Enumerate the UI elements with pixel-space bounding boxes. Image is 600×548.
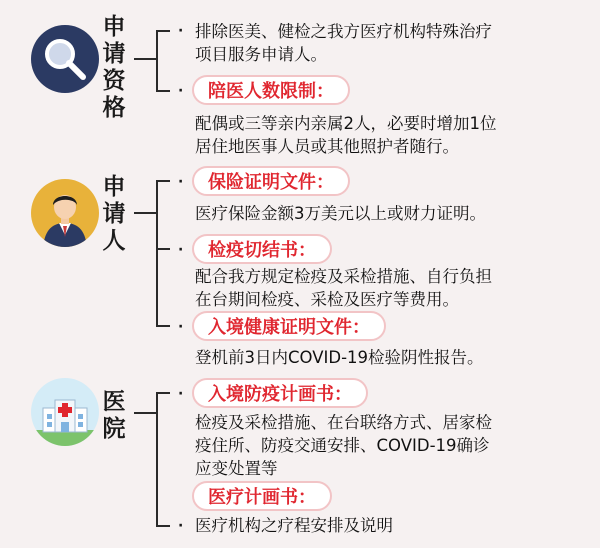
bracket-line	[156, 392, 170, 394]
bullet-dot: ·	[178, 83, 184, 99]
bracket-line	[134, 58, 156, 60]
label-entry-health-proof: 入境健康证明文件：	[192, 311, 386, 341]
bullet-dot: ·	[178, 242, 184, 258]
bullet-dot: ·	[178, 23, 184, 39]
bracket-line	[156, 525, 170, 527]
bracket-line	[156, 180, 170, 182]
bracket-line	[156, 30, 170, 32]
bracket-line	[134, 412, 156, 414]
quarantine-affidavit-text-line: 在台期间检疫、采检及医疗等费用。	[195, 290, 459, 309]
bracket-line	[156, 30, 158, 91]
search-icon	[31, 25, 99, 93]
eligibility-text-line: 项目服务申请人。	[195, 45, 327, 64]
label-companion-limit: 陪医人数限制：	[192, 75, 350, 105]
insurance-text-line: 医疗保险金额3万美元以上或财力证明。	[195, 204, 486, 223]
label-medical-plan: 医疗计画书：	[192, 481, 332, 511]
quarantine-affidavit-text-line: 配合我方规定检疫及采检措施、自行负担	[195, 267, 492, 286]
bullet-dot: ·	[178, 174, 184, 190]
eligibility-text-line: 排除医美、健检之我方医疗机构特殊治疗	[195, 22, 492, 41]
companion-text-line: 配偶或三等亲内亲属2人，必要时增加1位	[195, 114, 497, 133]
person-icon	[31, 179, 99, 247]
companion-text-line: 居住地医事人员或其他照护者随行。	[195, 137, 459, 156]
prevention-plan-text-line: 应变处置等	[195, 459, 278, 478]
prevention-plan-text-line: 疫住所、防疫交通安排、COVID-19确诊	[195, 436, 490, 455]
section-title-hospital: 医 院	[102, 389, 126, 442]
bullet-dot: ·	[178, 518, 184, 534]
bracket-line	[156, 90, 170, 92]
bullet-dot: ·	[178, 386, 184, 402]
prevention-plan-text-line: 检疫及采检措施、在台联络方式、居家检	[195, 413, 492, 432]
medical-plan-text-line: 医疗机构之疗程安排及说明	[195, 516, 393, 535]
label-insurance-proof: 保险证明文件：	[192, 166, 350, 196]
hospital-icon	[31, 378, 99, 446]
bullet-dot: ·	[178, 319, 184, 335]
section-title-applicant: 申 请 人	[102, 174, 126, 254]
section-title-eligibility: 申 请 资 格	[102, 14, 126, 121]
bracket-line	[156, 248, 170, 250]
label-entry-prevention-plan: 入境防疫计画书：	[192, 378, 368, 408]
bracket-line	[156, 180, 158, 327]
entry-health-text-line: 登机前3日内COVID-19检验阴性报告。	[195, 348, 484, 367]
label-quarantine-affidavit: 检疫切结书：	[192, 234, 332, 264]
bracket-line	[134, 212, 156, 214]
bracket-line	[156, 392, 158, 527]
bracket-line	[156, 325, 170, 327]
